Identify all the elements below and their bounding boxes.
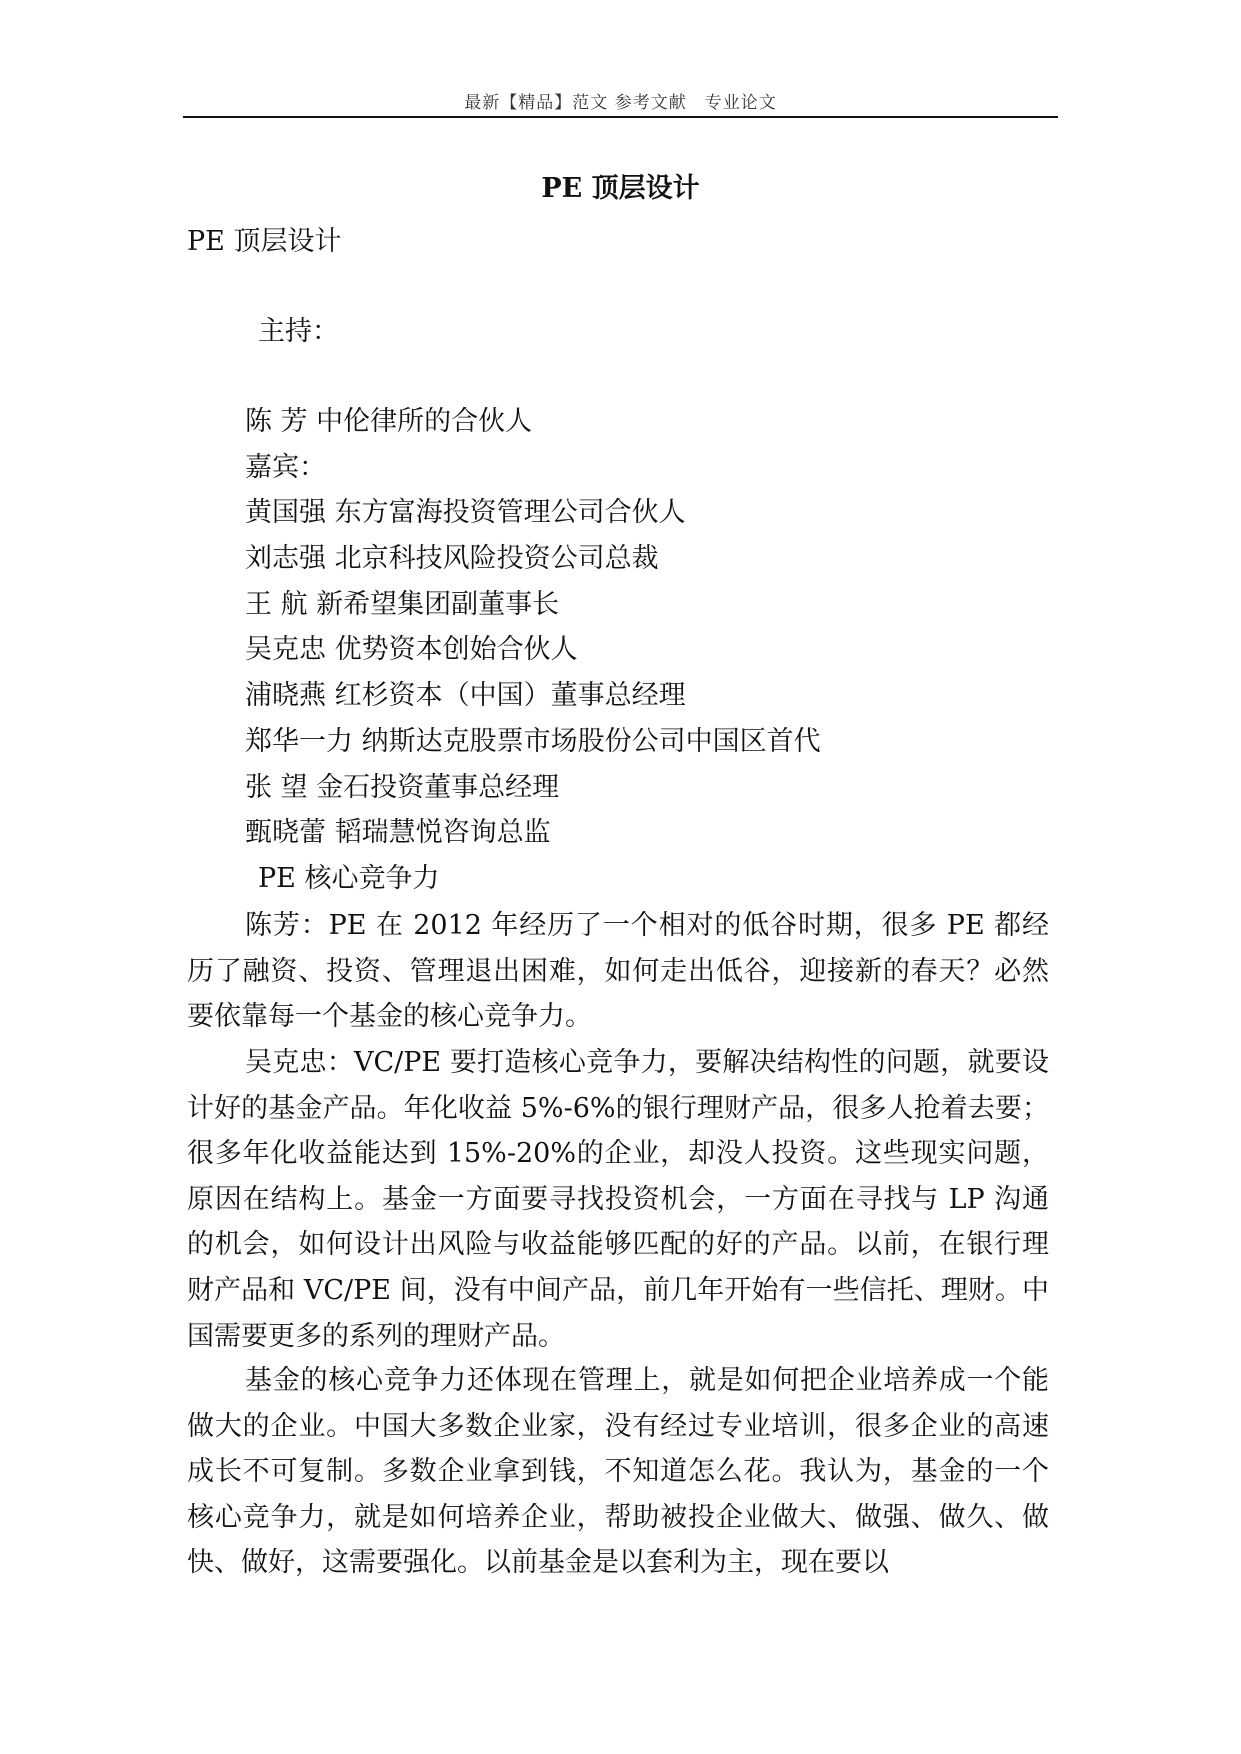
guest-entry: 甄晓蕾 韬瑞慧悦咨询总监 bbox=[245, 817, 551, 849]
guest-entry: 刘志强 北京科技风险投资公司总裁 bbox=[245, 543, 659, 575]
participants-list bbox=[245, 405, 821, 862]
guests-label: 嘉宾： bbox=[245, 451, 326, 483]
guest-entry: 郑华一力 纳斯达克股票市场股份公司中国区首代 bbox=[245, 725, 821, 757]
document-subtitle: PE 顶层设计 bbox=[187, 226, 342, 257]
page-header: 最新【精品】范文 参考文献 专业论文 bbox=[464, 93, 777, 113]
body-paragraph: 基金的核心竞争力还体现在管理上，就是如何把企业培养成一个能做大的企业。中国大多数企业家，没有经过专业培训，很多企业的高速成长不可复制。多数企业拿到钱，不知道怎么花。我认为，基金的一个核心竞争力，就是如何培养企业，帮助被投企业做大、做强、做久、做快、做好，这需要强化。以前基金是以套利为主，现在要以 bbox=[187, 1365, 1049, 1579]
guest-entry: 王 航 新希望集团副董事长 bbox=[245, 588, 560, 620]
guest-entry: 黄国强 东方富海投资管理公司合伙人 bbox=[245, 497, 686, 529]
guest-entry: 浦晓燕 红杉资本（中国）董事总经理 bbox=[245, 680, 686, 712]
guest-entry: 吴克忠 优势资本创始合伙人 bbox=[245, 634, 578, 666]
guest-entry: 张 望 金石投资董事总经理 bbox=[245, 771, 560, 803]
document-title: PE 顶层设计 bbox=[541, 173, 700, 204]
body-paragraph: 吴克忠：VC/PE 要打造核心竞争力，要解决结构性的问题，就要设计好的基金产品。年化收益 5%-6%的银行理财产品，很多人抢着去要；很多年化收益能达到 15%-20%的企业，却没人投资。这些现实问题，原因在结构上。基金一方面要寻找投资机会，一方面在寻找与 LP 沟通的机会，如何设计出风险与收益能够匹配的好的产品。以前，在银行理财产品和 VC/PE 间，没有中间产品，前几年开始有一些信托、理财。中国需要更多的系列的理财产品。 bbox=[187, 1047, 1049, 1352]
host-entry: 陈 芳 中伦律所的合伙人 bbox=[245, 406, 533, 437]
section-heading: PE 核心竞争力 bbox=[258, 863, 440, 894]
host-label: 主持： bbox=[258, 316, 339, 347]
header-divider bbox=[183, 116, 1058, 118]
body-paragraph: 陈芳：PE 在 2012 年经历了一个相对的低谷时期，很多 PE 都经历了融资、投资、管理退出困难，如何走出低谷，迎接新的春天？必然要依靠每一个基金的核心竞争力。 bbox=[187, 910, 1049, 1033]
